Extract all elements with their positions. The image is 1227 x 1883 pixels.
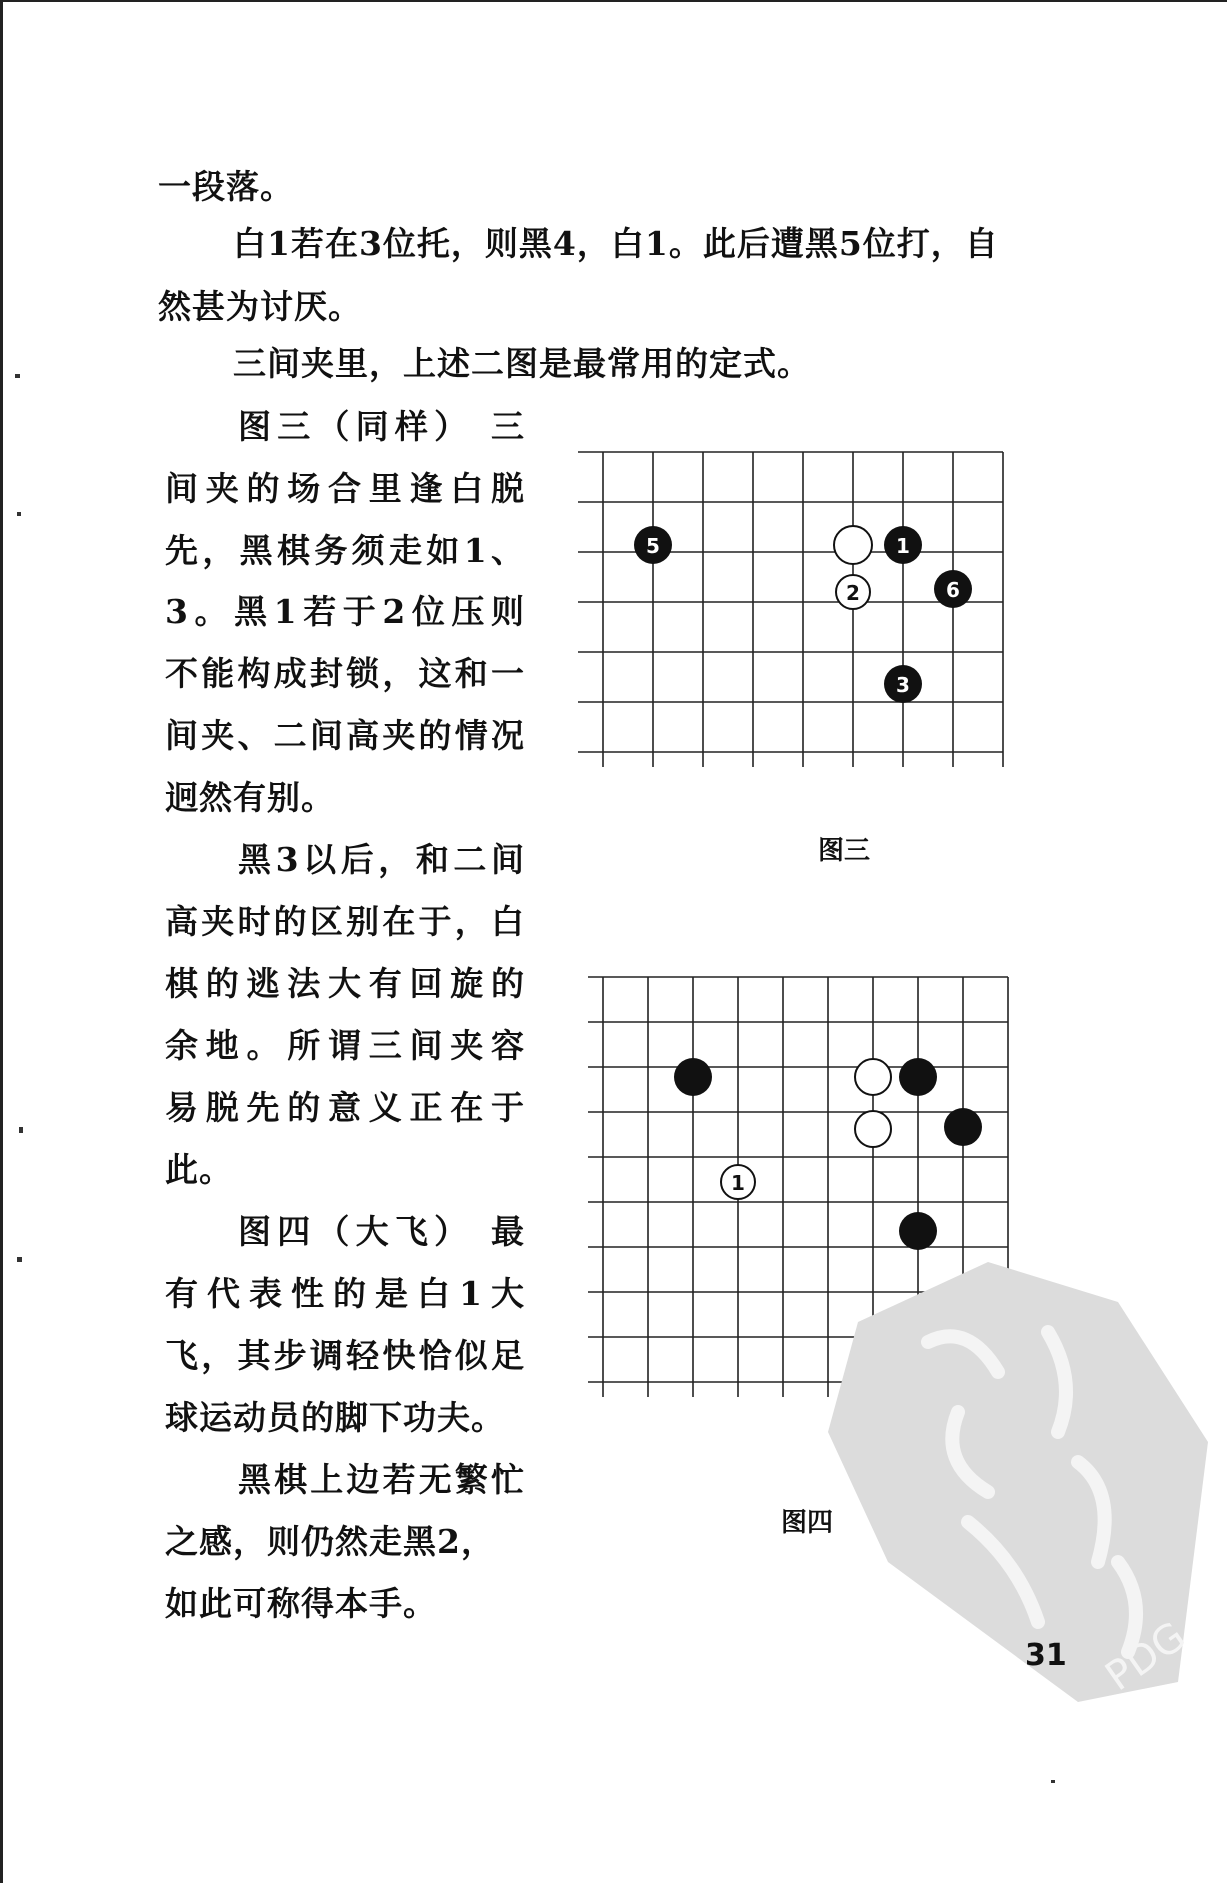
figure-4-caption: 图四 bbox=[781, 1508, 834, 1538]
column-line: 间夹、二间高夹的情况 bbox=[165, 716, 525, 755]
column-line: 3。黑1若于2位压则 bbox=[165, 592, 525, 631]
column-line: 余地。所谓三间夹容 bbox=[165, 1026, 525, 1065]
stone-white bbox=[855, 1111, 891, 1147]
column-line: 迥然有别。 bbox=[165, 778, 335, 817]
stone-label: 2 bbox=[846, 581, 860, 605]
stone-label: 1 bbox=[731, 1171, 745, 1195]
figure-3-caption: 图三 bbox=[818, 836, 871, 866]
column-line: 黑3以后，和二间 bbox=[238, 840, 525, 879]
board-grid bbox=[578, 452, 1003, 767]
column-line: 有代表性的是白1大 bbox=[165, 1274, 525, 1313]
stone-black bbox=[944, 1108, 982, 1146]
stone-black bbox=[634, 526, 672, 564]
stone-label: 3 bbox=[896, 673, 910, 697]
page-number: 31 bbox=[1025, 1638, 1067, 1673]
scan-speck bbox=[17, 1257, 22, 1262]
column-line: 球运动员的脚下功夫。 bbox=[165, 1398, 505, 1437]
scan-speck bbox=[19, 1127, 23, 1133]
stamp-text: PDG bbox=[1097, 1613, 1195, 1701]
stone-white bbox=[834, 526, 872, 564]
column-line: 此。 bbox=[165, 1150, 233, 1189]
scan-speck bbox=[15, 374, 20, 378]
body-line-3: 然甚为讨厌。 bbox=[158, 287, 362, 326]
stone-label: 5 bbox=[646, 534, 660, 558]
column-line: 如此可称得本手。 bbox=[165, 1584, 437, 1623]
column-line: 图三（同样） 三 bbox=[238, 407, 525, 446]
stone-white bbox=[855, 1059, 891, 1095]
column-line: 黑棋上边若无繁忙 bbox=[238, 1460, 525, 1499]
column-line: 不能构成封锁，这和一 bbox=[165, 654, 525, 693]
stone-black bbox=[884, 526, 922, 564]
body-line-4: 三间夹里，上述二图是最常用的定式。 bbox=[233, 344, 811, 383]
stone-white bbox=[721, 1165, 755, 1199]
column-line: 先，黑棋务须走如1、 bbox=[165, 531, 525, 570]
library-stamp-watermark bbox=[818, 1262, 1227, 1702]
column-line: 间夹的场合里逢白脱 bbox=[165, 469, 525, 508]
column-line: 易脱先的意义正在于 bbox=[165, 1088, 525, 1127]
column-line: 高夹时的区别在于，白 bbox=[165, 902, 525, 941]
stone-label: 6 bbox=[946, 578, 960, 602]
column-line: 棋的逃法大有回旋的 bbox=[165, 964, 525, 1003]
column-line: 图四（大飞） 最 bbox=[238, 1212, 525, 1251]
column-line: 之感，则仍然走黑2， bbox=[165, 1522, 495, 1561]
go-board-figure-3 bbox=[568, 442, 1068, 812]
stone-black bbox=[674, 1058, 712, 1096]
body-line-2: 白1若在3位托，则黑4，白1。此后遭黑5位打，自 bbox=[233, 224, 999, 263]
stone-black bbox=[899, 1212, 937, 1250]
body-line-1: 一段落。 bbox=[158, 167, 294, 206]
stone-black bbox=[884, 665, 922, 703]
stone-black bbox=[899, 1058, 937, 1096]
stone-black bbox=[934, 570, 972, 608]
scan-speck bbox=[17, 512, 21, 516]
scan-speck bbox=[1051, 1780, 1055, 1783]
stone-white bbox=[836, 575, 870, 609]
column-line: 飞，其步调轻快恰似足 bbox=[165, 1336, 525, 1375]
stone-label: 1 bbox=[896, 534, 910, 558]
